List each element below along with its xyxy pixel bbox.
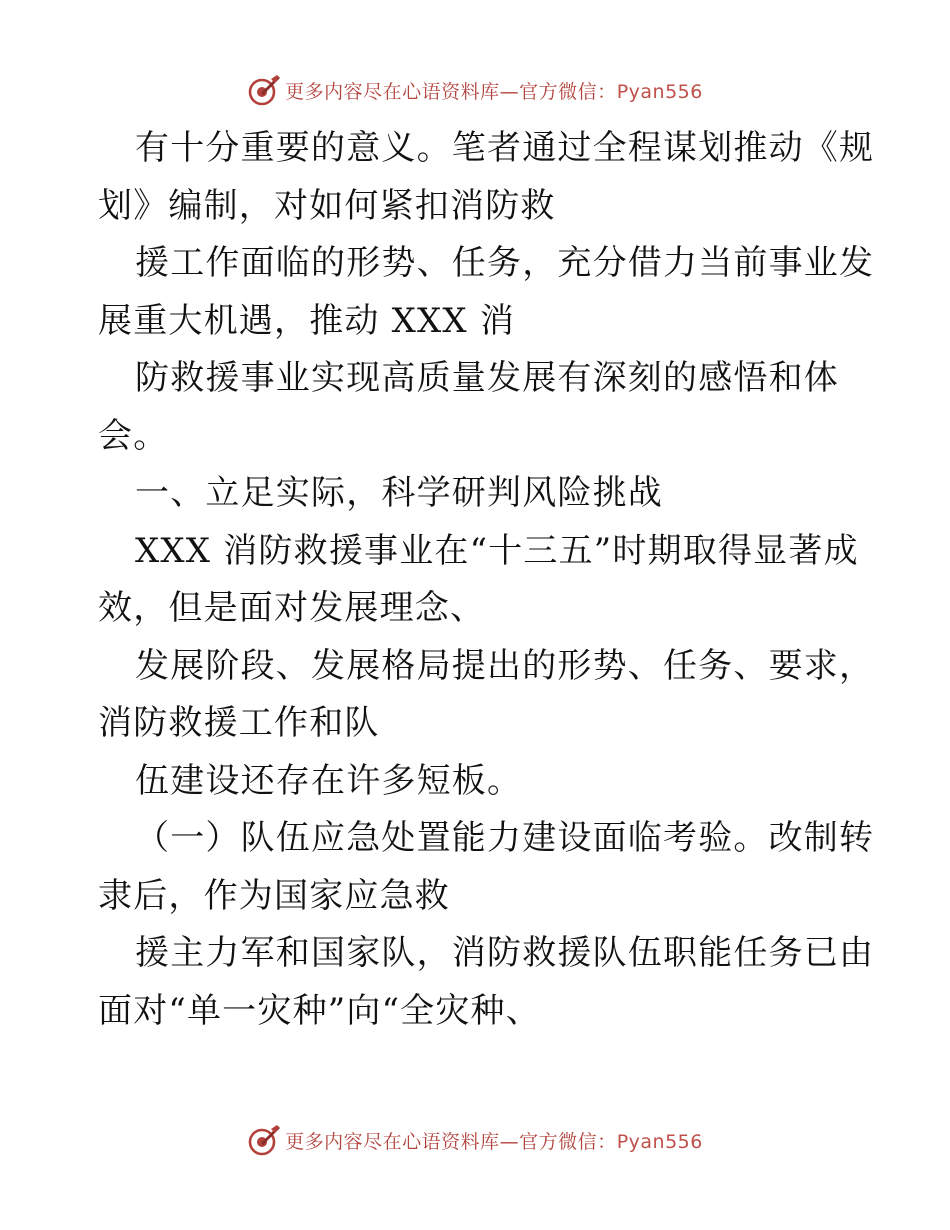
banner-separator: — xyxy=(499,1130,520,1153)
quill-pen-logo-icon xyxy=(247,1123,281,1157)
paragraph-line: 伍建设还存在许多短板。 xyxy=(135,760,523,801)
paragraph-line: 援工作面临的形势、任务，充分借力当前事业发 xyxy=(135,243,875,283)
paragraph-line: 有十分重要的意义。笔者通过全程谋划推动《规 xyxy=(135,128,875,168)
paragraph-line: 消防救援工作和队 xyxy=(98,703,380,743)
banner-wechat-label: 官方微信： xyxy=(519,80,617,103)
paragraph-line: 展重大机遇，推动 XXX 消 xyxy=(98,300,516,341)
paragraph-line: 防救援事业实现高质量发展有深刻的感悟和体 xyxy=(135,358,839,398)
banner-site-name: 更多内容尽在心语资料库 xyxy=(285,80,500,103)
paragraph-line: 隶后，作为国家应急救 xyxy=(98,875,450,916)
banner-wechat-id: Pyan556 xyxy=(616,1130,703,1153)
banner-wechat-label: 官方微信： xyxy=(519,1130,617,1153)
document-body xyxy=(98,120,875,1040)
paragraph-line: 发展阶段、发展格局提出的形势、任务、要求， xyxy=(135,645,875,686)
header-banner xyxy=(0,70,950,110)
paragraph-line: 援主力军和国家队，消防救援队伍职能任务已由 xyxy=(135,933,875,973)
subsection-heading-line: （一）队伍应急处置能力建设面临考验。改制转 xyxy=(135,818,875,858)
paragraph-line: 划》编制，对如何紧扣消防救 xyxy=(98,185,556,226)
banner-site-name: 更多内容尽在心语资料库 xyxy=(285,1130,500,1153)
banner-wechat-id: Pyan556 xyxy=(616,80,703,103)
banner-text xyxy=(285,77,703,104)
section-heading: 一、立足实际，科学研判风险挑战 xyxy=(135,473,663,513)
paragraph-line: XXX 消防救援事业在“十三五”时期取得显著成 xyxy=(135,530,859,571)
banner-separator: — xyxy=(499,80,520,103)
footer-banner xyxy=(0,1120,950,1160)
paragraph-line: 面对“单一灾种”向“全灾种、 xyxy=(98,990,541,1031)
banner-text xyxy=(285,1127,703,1154)
quill-pen-logo-icon xyxy=(247,73,281,107)
paragraph-line: 会。 xyxy=(98,415,169,456)
paragraph-line: 效，但是面对发展理念、 xyxy=(98,588,486,628)
